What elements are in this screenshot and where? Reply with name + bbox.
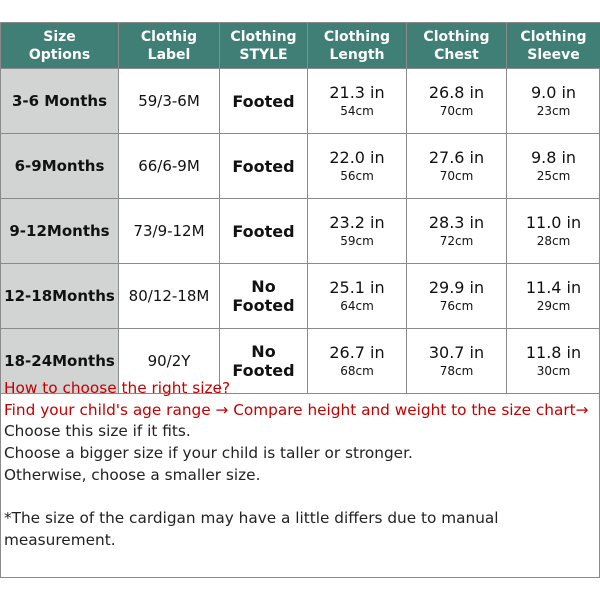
- length-inches: 25.1 in: [329, 278, 385, 297]
- header-clothing-sleeve: Clothing Sleeve: [507, 23, 600, 69]
- size-option-cell: 9-12Months: [1, 199, 119, 264]
- clothing-label-cell: 90/2Y: [119, 329, 220, 394]
- clothing-style-cell: Footed: [220, 199, 308, 264]
- sleeve-cm: 28cm: [536, 234, 571, 248]
- sleeve-inches: 9.8 in: [530, 148, 577, 167]
- how-to-choose-heading: How to choose the right size?: [4, 379, 231, 397]
- length-inches: 23.2 in: [329, 213, 385, 232]
- sleeve-cm: 23cm: [536, 104, 571, 118]
- spacer: [4, 487, 594, 509]
- chest-cell: [407, 134, 507, 199]
- chest-cm: 78cm: [439, 364, 474, 378]
- chest-cell: [407, 199, 507, 264]
- table-header-row: [1, 23, 600, 69]
- sleeve-cell: [507, 134, 600, 199]
- header-clothing-chest: Clothing Chest: [407, 23, 507, 69]
- table-row: [1, 264, 600, 329]
- bottom-border: [0, 577, 600, 578]
- size-guide-notes: [4, 378, 594, 552]
- length-cm: 68cm: [340, 364, 374, 378]
- table-row: [1, 199, 600, 264]
- length-cm: 56cm: [340, 169, 374, 183]
- header-clothing-label: Clothig Label: [119, 23, 220, 69]
- header-clothing-length: Clothing Length: [308, 23, 407, 69]
- size-chart-table: [0, 22, 600, 394]
- sleeve-cm: 30cm: [536, 364, 571, 378]
- size-option-cell: 12-18Months: [1, 264, 119, 329]
- size-option-cell: 6-9Months: [1, 134, 119, 199]
- age-range-instruction: Find your child's age range → Compare height and weight to the size chart→: [4, 400, 589, 419]
- header-size-options: Size Options: [1, 23, 119, 69]
- clothing-style-cell: No Footed: [220, 329, 308, 394]
- chest-inches: 29.9 in: [428, 278, 485, 297]
- chest-cm: 72cm: [439, 234, 474, 248]
- length-cell: [308, 264, 407, 329]
- note-line: Otherwise, choose a smaller size.: [4, 465, 261, 484]
- sleeve-cell: [507, 69, 600, 134]
- chest-cm: 70cm: [439, 169, 474, 183]
- length-inches: 26.7 in: [329, 343, 385, 362]
- sleeve-inches: 11.4 in: [525, 278, 582, 297]
- clothing-label-cell: 80/12-18M: [119, 264, 220, 329]
- size-option-cell: 18-24Months: [1, 329, 119, 394]
- chest-cell: [407, 264, 507, 329]
- clothing-style-cell: No Footed: [220, 264, 308, 329]
- sleeve-cm: 25cm: [536, 169, 571, 183]
- sleeve-inches: 11.0 in: [525, 213, 582, 232]
- sleeve-cell: [507, 199, 600, 264]
- note-line: Choose a bigger size if your child is taller or stronger.: [4, 444, 413, 463]
- header-clothing-style: Clothing STYLE: [220, 23, 308, 69]
- chest-inches: 27.6 in: [428, 148, 485, 167]
- table-row: [1, 69, 600, 134]
- length-cm: 59cm: [340, 234, 374, 248]
- length-inches: 21.3 in: [329, 83, 385, 102]
- length-inches: 22.0 in: [329, 148, 385, 167]
- length-cm: 54cm: [340, 104, 374, 118]
- chest-inches: 26.8 in: [428, 83, 485, 102]
- chest-cm: 70cm: [439, 104, 474, 118]
- sleeve-cell: [507, 264, 600, 329]
- clothing-label-cell: 59/3-6M: [119, 69, 220, 134]
- clothing-style-cell: Footed: [220, 69, 308, 134]
- chest-cell: [407, 69, 507, 134]
- length-cell: [308, 134, 407, 199]
- clothing-label-cell: 73/9-12M: [119, 199, 220, 264]
- chest-inches: 30.7 in: [428, 343, 485, 362]
- note-line: Choose this size if it fits.: [4, 422, 191, 441]
- chest-cm: 76cm: [439, 299, 474, 313]
- length-cm: 64cm: [340, 299, 374, 313]
- clothing-style-cell: Footed: [220, 134, 308, 199]
- chest-inches: 28.3 in: [428, 213, 485, 232]
- table-row: [1, 134, 600, 199]
- measurement-footnote: *The size of the cardigan may have a little differs due to manual measurement.: [4, 509, 499, 549]
- sleeve-inches: 11.8 in: [525, 343, 582, 362]
- length-cell: [308, 199, 407, 264]
- size-option-cell: 3-6 Months: [1, 69, 119, 134]
- sleeve-cm: 29cm: [536, 299, 571, 313]
- length-cell: [308, 69, 407, 134]
- sleeve-inches: 9.0 in: [530, 83, 577, 102]
- clothing-label-cell: 66/6-9M: [119, 134, 220, 199]
